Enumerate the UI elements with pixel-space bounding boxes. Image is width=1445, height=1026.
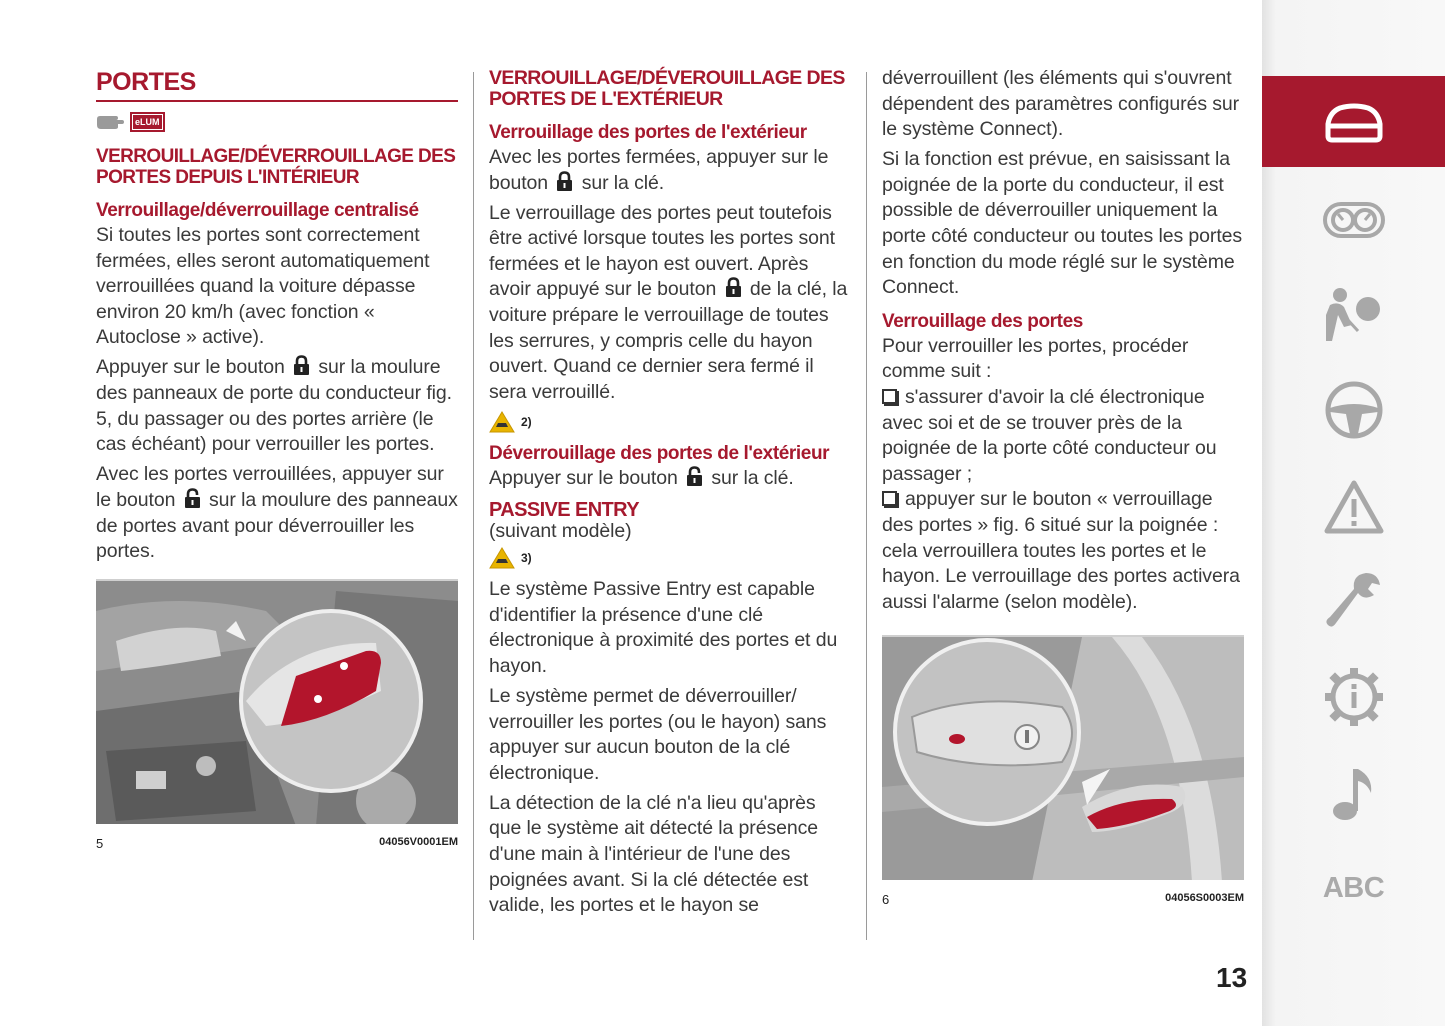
door-panel-illustration xyxy=(96,581,458,824)
sidebar-item-dashboard[interactable] xyxy=(1262,185,1445,255)
list-item xyxy=(882,385,1244,487)
paragraph: Le système permet de déverrouiller/ verrouiller les portes (ou le hayon) sans appuyer sur aucun bouton de la clé électronique. xyxy=(489,684,827,784)
text: sur la clé. xyxy=(711,467,794,490)
page-title: PORTES xyxy=(96,68,196,96)
technical-data-icon xyxy=(1323,666,1385,728)
square-bullet-icon xyxy=(882,491,897,506)
wrench-icon xyxy=(1324,569,1384,633)
sidebar-item-technical-data[interactable] xyxy=(1262,662,1445,732)
column-3 xyxy=(882,66,1244,907)
warning-triangle-icon xyxy=(1324,479,1384,535)
sidebar-item-starting-driving[interactable] xyxy=(1262,375,1445,445)
music-note-icon xyxy=(1329,763,1379,823)
sidebar-item-index[interactable] xyxy=(1262,858,1445,918)
figure-number: 5 xyxy=(96,835,104,851)
paragraph: déverrouillent (les éléments qui s'ouvrent dépendent des paramètres configurés sur le système Connect). xyxy=(882,67,1240,141)
figure-caption xyxy=(96,836,458,851)
warning-ref-number: 2) xyxy=(521,415,532,430)
sidebar-item-safety[interactable] xyxy=(1262,280,1445,350)
square-bullet-icon xyxy=(882,389,897,404)
warning-ref-number: 3) xyxy=(521,551,532,566)
figure-code: 04056V0001EM xyxy=(379,835,458,848)
text: sur la moulure des panneaux de porte du conducteur fig. 5, du passager ou des portes arrière (le cas échéant) pour verrouiller les portes. xyxy=(96,356,452,456)
page-number: 13 xyxy=(1216,962,1248,993)
subheading-lock-exterior: Verrouillage des portes de l'extérieur xyxy=(489,122,807,143)
text: Avec les portes fermées, appuyer sur le bouton xyxy=(489,146,829,194)
index-abc-label: ABC xyxy=(1322,871,1385,904)
text: de la clé, la voiture prépare le verrouillage de toutes les serrures, y compris celle du hayon ouvert. Quand ce dernier sera fermé il sera verrouillé. xyxy=(489,278,848,403)
section-note: (suivant modèle) xyxy=(489,520,632,543)
paragraph xyxy=(96,355,458,457)
lock-closed-icon xyxy=(725,277,742,298)
warning-reference[interactable] xyxy=(489,407,851,437)
text: Appuyer sur le bouton xyxy=(489,467,678,490)
sidebar-item-maintenance[interactable] xyxy=(1262,566,1445,636)
figure-6-door-handle xyxy=(882,635,1244,880)
paragraph xyxy=(489,145,851,196)
text: Le verrouillage des portes peut toutefois être activé lorsque toutes les portes sont fermées et le hayon est ouvert. Après avoir appuyé sur le bouton xyxy=(489,201,835,301)
list-item xyxy=(882,487,1244,615)
text: Avec les portes verrouillées, appuyer sur le bouton xyxy=(96,463,444,511)
paragraph xyxy=(96,462,458,564)
text: appuyer sur le bouton « verrouillage des portes » fig. 6 situé sur la poignée : cela verrouillera toutes les portes et le hayon. Le verrouillage des portes activera aussi l'alarme (selon modèle). xyxy=(882,488,1240,613)
section-title-exterior: VERROUILLAGE/DÉVEROUILLAGE DES PORTES DE L'EXTÉRIEUR xyxy=(489,67,845,110)
paragraph: Pour verrouiller les portes, procéder comme suit : xyxy=(882,334,1189,383)
version-badge-row xyxy=(96,112,458,132)
figure-5-door-panel xyxy=(96,579,458,824)
section-title-passive-entry: PASSIVE ENTRY xyxy=(489,499,640,522)
lock-closed-icon xyxy=(293,355,310,376)
lock-closed-icon xyxy=(556,171,573,192)
paragraph xyxy=(489,201,851,406)
dashboard-icon xyxy=(1322,198,1386,242)
paragraph: Si toutes les portes sont correctement fermées, elles seront automatiquement verrouillées quand la voiture dépasse environ 20 km/h (avec fonction « Autoclose » active). xyxy=(96,224,430,349)
pointing-hand-icon xyxy=(96,113,126,131)
door-handle-illustration xyxy=(882,637,1244,880)
warning-reference[interactable] xyxy=(489,543,851,573)
paragraph: La détection de la clé n'a lieu qu'après que le système ait détecté la présence d'une main à l'intérieur de l'une des poignées avant. Si la clé détectée est valide, les portes et le hayon se xyxy=(489,791,818,917)
section-title-interior: VERROUILLAGE/DÉVERROUILLAGE DES PORTES DEPUIS L'INTÉRIEUR xyxy=(96,146,456,188)
column-divider xyxy=(866,72,867,940)
lock-open-icon xyxy=(686,466,703,487)
text: s'assurer d'avoir la clé électronique avec soi et de se trouver près de la poignée de la porte côté conducteur ou passager ; xyxy=(882,386,1217,485)
sidebar-item-emergency[interactable] xyxy=(1262,472,1445,542)
subheading-unlock-exterior: Déverrouillage des portes de l'extérieur xyxy=(489,443,830,465)
elum-badge: eLUM xyxy=(130,112,165,132)
figure-number: 6 xyxy=(882,892,890,908)
steering-wheel-icon xyxy=(1324,380,1384,440)
warning-car-icon xyxy=(489,547,515,569)
airbag-passenger-icon xyxy=(1322,285,1386,345)
car-icon xyxy=(1322,98,1386,146)
figure-code: 04056S0003EM xyxy=(1165,892,1244,905)
subheading-lock-doors: Verrouillage des portes xyxy=(882,310,1083,332)
column-1 xyxy=(96,62,458,851)
sidebar-item-multimedia[interactable] xyxy=(1262,758,1445,828)
text: Appuyer sur le bouton xyxy=(96,356,285,379)
title-rule xyxy=(96,100,458,102)
paragraph: Si la fonction est prévue, en saisissant la poignée de la porte du conducteur, il est possible de déverrouiller uniquement la porte côté conducteur ou toutes les portes en fonction du mode réglé sur le système Connect. xyxy=(882,148,1243,299)
subheading-central-locking: Verrouillage/déverrouillage centralisé xyxy=(96,200,419,221)
figure-caption xyxy=(882,892,1244,907)
lock-open-icon xyxy=(184,488,201,509)
column-2 xyxy=(489,68,851,923)
sidebar-item-vehicle[interactable] xyxy=(1262,76,1445,167)
text: sur la clé. xyxy=(581,171,665,194)
paragraph: Le système Passive Entry est capable d'identifier la présence d'une clé électronique à proximité des portes et du hayon. xyxy=(489,578,838,677)
column-divider xyxy=(473,72,474,940)
paragraph xyxy=(489,466,851,492)
warning-car-icon xyxy=(489,411,515,433)
text: sur la moulure des panneaux de portes avant pour déverrouiller les portes. xyxy=(96,488,458,563)
